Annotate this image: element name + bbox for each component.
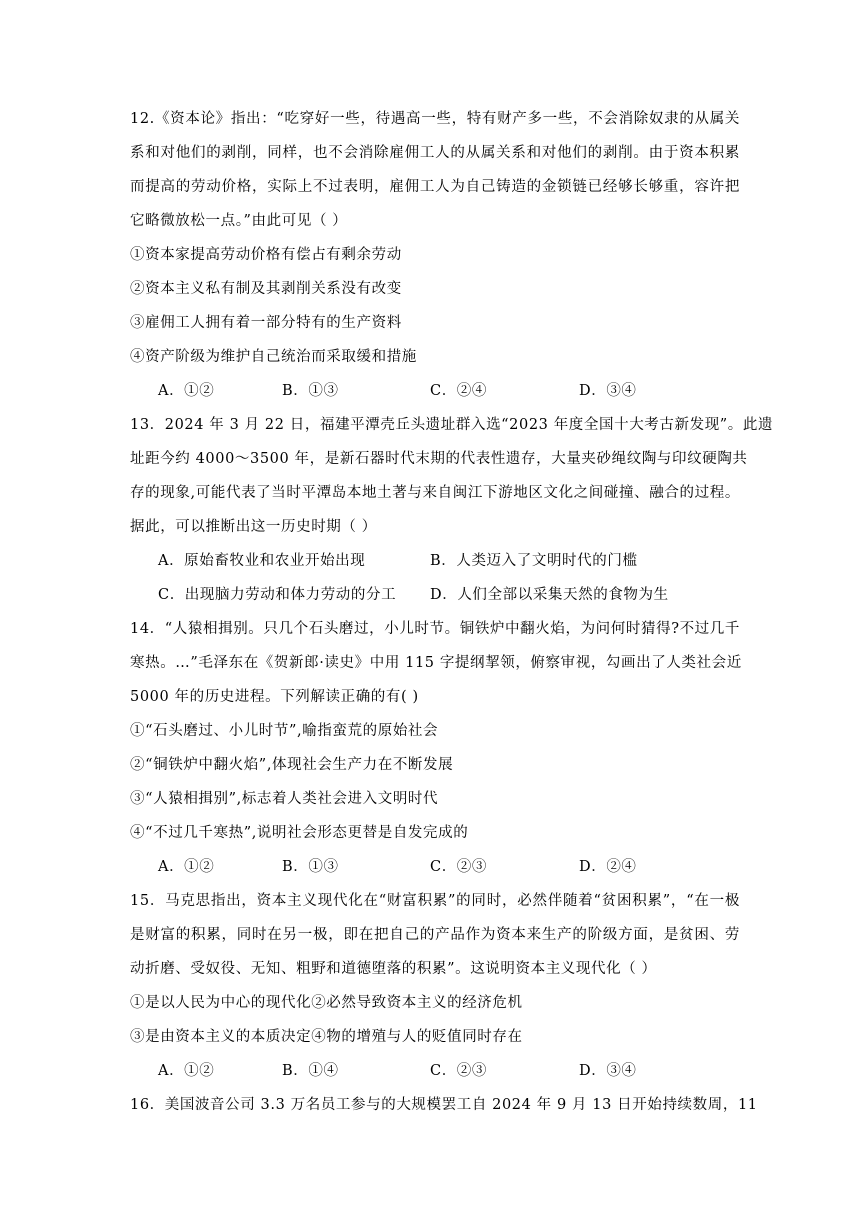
question-15-stem-line-1: 15．马克思指出，资本主义现代化在“财富积累”的同时，必然伴随着“贫困积累”，“在一极 <box>130 893 740 909</box>
question-14-stem-line-2: 寒热。…”毛泽东在《贺新郎·读史》中用 115 字提纲挈领，俯察审视，勾画出了人类社会近 <box>130 655 742 671</box>
question-12-stem-line-2: 系和对他们的剥削，同样，也不会消除雇佣工人的从属关系和对他们的剥削。由于资本积累 <box>130 145 740 161</box>
question-12-item-2: ②资本主义私有制及其剥削关系没有改变 <box>130 281 402 297</box>
question-13-stem-line-4: 据此，可以推断出这一历史时期（ ） <box>130 519 377 535</box>
question-12-option-a[interactable]: A．①② <box>158 383 215 399</box>
question-15-stem-line-3: 动折磨、受奴役、无知、粗野和道德堕落的积累”。这说明资本主义现代化（ ） <box>130 961 657 977</box>
question-16-stem-line-1: 16．美国波音公司 3.3 万名员工参与的大规模罢工自 2024 年 9 月 13 日开始持续数周，11 <box>130 1097 758 1113</box>
question-15-option-c[interactable]: C．②③ <box>430 1063 487 1079</box>
question-15-stem-line-2: 是财富的积累，同时在另一极，即在把自己的产品作为资本来生产的阶级方面，是贫困、劳 <box>130 927 740 943</box>
question-15-option-b[interactable]: B．①④ <box>282 1063 339 1079</box>
question-12-option-c[interactable]: C．②④ <box>430 383 487 399</box>
question-14-item-1: ①“石头磨过、小儿时节”,喻指蛮荒的原始社会 <box>130 723 439 739</box>
question-15-option-a[interactable]: A．①② <box>158 1063 215 1079</box>
question-14-stem-line-3: 5000 年的历史进程。下列解读正确的有( ) <box>130 689 419 705</box>
question-14-item-2: ②“铜铁炉中翻火焰”,体现社会生产力在不断发展 <box>130 757 454 773</box>
question-13-option-b[interactable]: B．人类迈入了文明时代的门槛 <box>430 553 638 569</box>
question-14-option-d[interactable]: D．②④ <box>579 859 637 875</box>
question-14-option-c[interactable]: C．②③ <box>430 859 487 875</box>
question-13-stem-line-2: 址距今约 4000～3500 年，是新石器时代末期的代表性遗存，大量夹砂绳纹陶与印纹硬陶共 <box>130 451 748 467</box>
question-14-stem-line-1: 14．“人猿相揖别。只几个石头磨过，小儿时节。铜铁炉中翻火焰，为问何时猜得?不过几千 <box>130 621 740 637</box>
question-12-stem-line-1: 12.《资本论》指出：“吃穿好一些，待遇高一些，特有财产多一些，不会消除奴隶的从属关 <box>130 111 740 127</box>
question-13-stem-line-3: 存的现象,可能代表了当时平潭岛本地土著与来自闽江下游地区文化之间碰撞、融合的过程。 <box>130 485 740 501</box>
question-14-option-b[interactable]: B．①③ <box>282 859 339 875</box>
question-12-option-d[interactable]: D．③④ <box>579 383 637 399</box>
question-14-item-4: ④“不过几千寒热”,说明社会形态更替是自发完成的 <box>130 825 469 841</box>
question-14-item-3: ③“人猿相揖别”,标志着人类社会进入文明时代 <box>130 791 439 807</box>
question-13-option-c[interactable]: C．出现脑力劳动和体力劳动的分工 <box>158 587 397 603</box>
question-15-item-1: ①是以人民为中心的现代化②必然导致资本主义的经济危机 <box>130 995 523 1011</box>
question-12-stem-line-3: 而提高的劳动价格，实际上不过表明，雇佣工人为自己铸造的金锁链已经够长够重，容许把 <box>130 179 740 195</box>
question-12-stem-line-4: 它略微放松一点。”由此可见（ ） <box>130 213 348 229</box>
question-12-option-b[interactable]: B．①③ <box>282 383 339 399</box>
question-12-item-1: ①资本家提高劳动价格有偿占有剩余劳动 <box>130 247 402 263</box>
question-14-option-a[interactable]: A．①② <box>158 859 215 875</box>
question-15-item-2: ③是由资本主义的本质决定④物的增殖与人的贬值同时存在 <box>130 1029 523 1045</box>
question-15-option-d[interactable]: D．③④ <box>579 1063 637 1079</box>
question-13-option-d[interactable]: D．人们全部以采集天然的食物为生 <box>430 587 669 603</box>
question-12-item-3: ③雇佣工人拥有着一部分特有的生产资料 <box>130 315 402 331</box>
question-13-option-a[interactable]: A．原始畜牧业和农业开始出现 <box>158 553 366 569</box>
question-13-stem-line-1: 13．2024 年 3 月 22 日，福建平潭壳丘头遗址群入选“2023 年度全国十大考古新发现”。此遗 <box>130 417 774 433</box>
question-12-item-4: ④资产阶级为维护自己统治而采取缓和措施 <box>130 349 417 365</box>
